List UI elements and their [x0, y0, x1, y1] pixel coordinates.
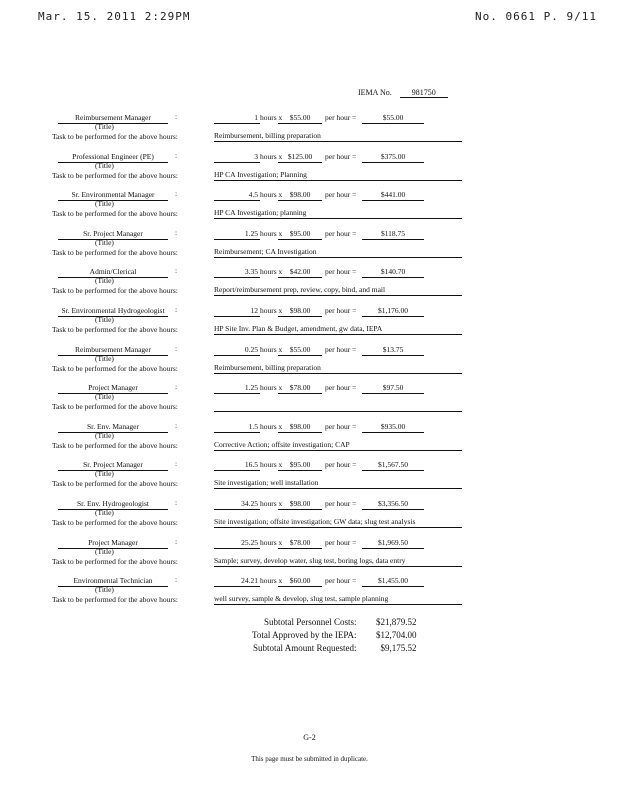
rate-value: $98.00: [278, 498, 322, 510]
amount-value: $13.75: [362, 344, 424, 356]
task-description: well survey, sample & develop, slug test, sample planning: [214, 593, 462, 605]
entry-title: Sr. Env. Manager: [58, 421, 168, 433]
hours-x-label: hours x: [260, 499, 283, 508]
entry-title: Project Manager: [58, 537, 168, 549]
hours-x-label: hours x: [260, 306, 283, 315]
rate-value: $55.00: [278, 112, 322, 124]
personnel-entry: [0, 459, 619, 497]
rate-value: $98.00: [278, 421, 322, 433]
rate-value: $78.00: [278, 382, 322, 394]
per-hour-label: per hour =: [325, 267, 357, 277]
title-caption: (Title): [95, 315, 114, 324]
hours-x-label: hours x: [260, 151, 283, 161]
per-hour-label: per hour =: [325, 421, 357, 431]
rate-value: $98.00: [278, 305, 322, 317]
colon-separator: :: [175, 420, 178, 430]
hours-value: 0.25: [214, 344, 260, 356]
rate-value: $95.00: [278, 459, 322, 471]
hours-x-label: hours x: [260, 537, 283, 547]
personnel-entry: [0, 151, 619, 189]
task-description: Reimbursement, billing preparation: [214, 130, 462, 142]
task-description: HP Site Inv. Plan & Budget, amendment, gw data, IEPA: [214, 323, 462, 335]
title-caption: (Title): [95, 122, 114, 131]
personnel-entry: [0, 344, 619, 382]
hours-value: 3.35: [214, 266, 260, 278]
entry-title: Sr. Project Manager: [58, 459, 168, 471]
amount-value: $1,969.50: [362, 537, 424, 549]
task-label: Task to be performed for the above hours:: [52, 170, 178, 180]
personnel-entry: [0, 421, 619, 459]
personnel-entry: [0, 189, 619, 227]
entry-title: Admin/Clerical: [58, 266, 168, 278]
colon-separator: :: [175, 536, 178, 546]
colon-separator: :: [175, 382, 178, 392]
entry-title: Sr. Environmental Hydrogeologist: [58, 305, 168, 317]
per-hour-label: per hour =: [325, 306, 357, 315]
hours-value: 25.25: [214, 537, 260, 549]
entry-title: Sr. Project Manager: [58, 228, 168, 240]
task-description: Corrective Action; offsite investigation; CAP: [214, 439, 462, 451]
per-hour-label: per hour =: [325, 113, 357, 122]
task-description: [214, 400, 462, 412]
entry-title: Reimbursement Manager: [58, 112, 168, 124]
rate-value: $42.00: [278, 266, 322, 278]
totals-label: Subtotal Amount Requested:: [253, 643, 357, 653]
colon-separator: :: [175, 266, 178, 276]
per-hour-label: per hour =: [325, 499, 357, 508]
task-label: Task to be performed for the above hours:: [52, 132, 178, 141]
amount-value: $1,176.00: [362, 305, 424, 317]
hours-x-label: hours x: [260, 383, 283, 393]
task-label: Task to be performed for the above hours:: [52, 363, 178, 373]
task-description: Sample; survey, develop water, slug test, boring logs, data entry: [214, 555, 462, 567]
hours-value: 1.25: [214, 382, 260, 394]
iema-value: 981750: [400, 88, 448, 98]
colon-separator: :: [175, 112, 178, 121]
amount-value: $118.75: [362, 228, 424, 240]
task-description: HP CA Investigation; planning: [214, 207, 462, 219]
title-caption: (Title): [95, 160, 114, 170]
colon-separator: :: [175, 150, 178, 160]
colon-separator: :: [175, 575, 178, 585]
per-hour-label: per hour =: [325, 383, 357, 393]
duplicate-note: This page must be submitted in duplicate.: [251, 755, 368, 763]
title-caption: (Title): [95, 276, 114, 286]
hours-value: 1: [214, 112, 260, 124]
title-caption: (Title): [95, 585, 114, 595]
per-hour-label: per hour =: [325, 228, 357, 238]
fax-header-left: Mar. 15. 2011 2:29PM: [38, 10, 191, 23]
task-label: Task to be performed for the above hours:: [52, 247, 178, 257]
task-description: Reimbursement, billing preparation: [214, 362, 462, 374]
totals-label: Subtotal Personnel Costs:: [264, 617, 357, 627]
personnel-entry: [0, 498, 619, 536]
task-label: Task to be performed for the above hours:: [52, 518, 178, 527]
hours-x-label: hours x: [260, 113, 283, 122]
title-caption: (Title): [95, 508, 114, 517]
entry-title: Reimbursement Manager: [58, 344, 168, 356]
personnel-entry: [0, 305, 619, 343]
personnel-entry: [0, 266, 619, 304]
hours-x-label: hours x: [260, 576, 283, 586]
hours-x-label: hours x: [260, 267, 283, 277]
amount-value: $935.00: [362, 421, 424, 433]
task-label: Task to be performed for the above hours:: [52, 209, 178, 219]
task-label: Task to be performed for the above hours:: [52, 556, 178, 566]
hours-x-label: hours x: [260, 421, 283, 431]
title-caption: (Title): [95, 430, 114, 440]
amount-value: $441.00: [362, 189, 424, 201]
hours-x-label: hours x: [260, 344, 283, 354]
personnel-entry: [0, 112, 619, 150]
title-caption: (Title): [95, 392, 114, 402]
hours-value: 4.5: [214, 189, 260, 201]
task-label: Task to be performed for the above hours:: [52, 479, 178, 489]
entry-title: Professional Engineer (PE): [58, 151, 168, 163]
colon-separator: :: [175, 305, 178, 314]
title-caption: (Title): [95, 353, 114, 363]
personnel-entry: [0, 382, 619, 420]
per-hour-label: per hour =: [325, 537, 357, 547]
task-label: Task to be performed for the above hours:: [52, 286, 178, 296]
entry-title: Sr. Environmental Manager: [58, 189, 168, 201]
rate-value: $98.00: [278, 189, 322, 201]
totals-row: [252, 642, 417, 655]
rate-value: $55.00: [278, 344, 322, 356]
per-hour-label: per hour =: [325, 190, 357, 200]
amount-value: $3,356.50: [362, 498, 424, 510]
personnel-entry: [0, 228, 619, 266]
title-caption: (Title): [95, 546, 114, 556]
colon-separator: :: [175, 343, 178, 353]
amount-value: $375.00: [362, 151, 424, 163]
title-caption: (Title): [95, 469, 114, 479]
rate-value: $125.00: [278, 151, 322, 163]
totals-value: $12,704.00: [376, 630, 417, 640]
per-hour-label: per hour =: [325, 344, 357, 354]
fax-header-right: No. 0661 P. 9/11: [475, 10, 597, 23]
personnel-entry: [0, 537, 619, 575]
totals-value: $9,175.52: [380, 643, 417, 653]
hours-value: 24.21: [214, 575, 260, 587]
task-description: HP CA Investigation; Planning: [214, 169, 462, 181]
task-description: Report/reimbursement prep, review, copy, bind, and mail: [214, 284, 462, 296]
hours-value: 1.5: [214, 421, 260, 433]
page-number: G-2: [303, 733, 316, 742]
entry-title: Project Manager: [58, 382, 168, 394]
iema-label: IEMA No.: [358, 88, 392, 97]
hours-value: 1.25: [214, 228, 260, 240]
amount-value: $1,455.00: [362, 575, 424, 587]
amount-value: $140.70: [362, 266, 424, 278]
rate-value: $60.00: [278, 575, 322, 587]
colon-separator: :: [175, 189, 178, 199]
per-hour-label: per hour =: [325, 460, 357, 470]
hours-x-label: hours x: [260, 190, 283, 200]
task-description: Site investigation; well installation: [214, 477, 462, 489]
task-description: Site investigation; offsite investigation; GW data; slug test analysis: [214, 516, 462, 528]
task-label: Task to be performed for the above hours:: [52, 325, 178, 334]
hours-value: 34.25: [214, 498, 260, 510]
task-description: Reimbursement; CA Investigation: [214, 246, 462, 258]
amount-value: $1,567.50: [362, 459, 424, 471]
task-label: Task to be performed for the above hours:: [52, 402, 178, 412]
colon-separator: :: [175, 227, 178, 237]
totals-row: [252, 629, 417, 642]
totals-block: [252, 616, 417, 655]
entry-title: Environmental Technician: [58, 575, 168, 587]
hours-value: 3: [214, 151, 260, 163]
totals-row: [252, 616, 417, 629]
entry-title: Sr. Env. Hydrogeologist: [58, 498, 168, 510]
colon-separator: :: [175, 459, 178, 469]
per-hour-label: per hour =: [325, 151, 357, 161]
title-caption: (Title): [95, 237, 114, 247]
task-label: Task to be performed for the above hours:: [52, 595, 178, 605]
rate-value: $78.00: [278, 537, 322, 549]
amount-value: $55.00: [362, 112, 424, 124]
amount-value: $97.50: [362, 382, 424, 394]
totals-label: Total Approved by the IEPA:: [252, 630, 357, 640]
task-label: Task to be performed for the above hours:: [52, 440, 178, 450]
hours-value: 16.5: [214, 459, 260, 471]
hours-x-label: hours x: [260, 460, 283, 470]
hours-value: 12: [214, 305, 260, 317]
personnel-entry: [0, 575, 619, 613]
per-hour-label: per hour =: [325, 576, 357, 586]
title-caption: (Title): [95, 199, 114, 209]
rate-value: $95.00: [278, 228, 322, 240]
totals-value: $21,879.52: [376, 617, 417, 627]
iema-number: [358, 88, 448, 98]
colon-separator: :: [175, 498, 178, 507]
hours-x-label: hours x: [260, 228, 283, 238]
